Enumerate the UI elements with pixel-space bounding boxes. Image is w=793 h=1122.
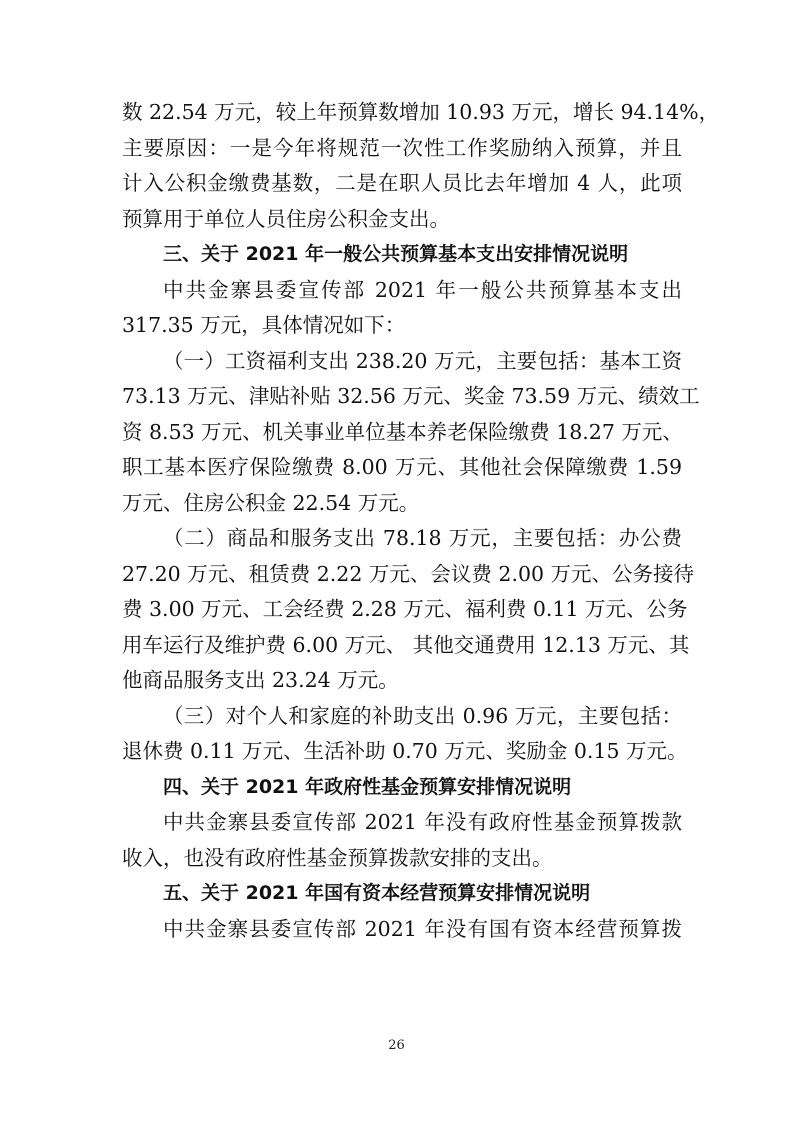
text-line: 万元、住房公积金 22.54 万元。: [122, 490, 420, 515]
text-line: 退休费 0.11 万元、生活补助 0.70 万元、奖励金 0.15 万元。: [122, 739, 688, 763]
text-line: 中共金寨县委宣传部 2021 年没有国有资本经营预算拨: [163, 916, 682, 941]
section-heading-4: 四、关于 2021 年政府性基金预算安排情况说明: [163, 775, 572, 798]
text-line: 317.35 万元，具体情况如下：: [122, 313, 406, 337]
text-line: （二）商品和服务支出 78.18 万元，主要包括：办公费: [163, 526, 682, 550]
text-line: 收入，也没有政府性基金预算拨款安排的支出。: [122, 845, 553, 870]
text-line: 主要原因：一是今年将规范一次性工作奖励纳入预算，并且: [122, 135, 682, 160]
text-line: 他商品服务支出 23.24 万元。: [122, 668, 399, 692]
text-line: 27.20 万元、租赁费 2.22 万元、会议费 2.00 万元、公务接待: [122, 561, 695, 586]
text-line: 职工基本医疗保险缴费 8.00 万元、其他社会保障缴费 1.59: [122, 455, 682, 479]
text-line: 计入公积金缴费基数，二是在职人员比去年增加 4 人，此项: [122, 171, 682, 195]
section-heading-5: 五、关于 2021 年国有资本经营预算安排情况说明: [163, 882, 591, 904]
text-line: 数 22.54 万元，较上年预算数增加 10.93 万元，增长 94.14%，: [122, 100, 720, 124]
text-line: 73.13 万元、津贴补贴 32.56 万元、奖金 73.59 万元、绩效工: [122, 384, 700, 408]
page-number: 26: [388, 1038, 405, 1053]
text-line: 费 3.00 万元、工会经费 2.28 万元、福利费 0.11 万元、公务: [122, 597, 688, 621]
section-heading-3: 三、关于 2021 年一般公共预算基本支出安排情况说明: [163, 243, 629, 265]
text-line: 用车运行及维护费 6.00 万元、 其他交通费用 12.13 万元、其: [122, 632, 690, 657]
document-body: [122, 95, 720, 947]
text-line: （一）工资福利支出 238.20 万元，主要包括：基本工资: [163, 348, 682, 373]
text-line: 预算用于单位人员住房公积金支出。: [122, 206, 450, 231]
text-line: （三）对个人和家庭的补助支出 0.96 万元，主要包括：: [163, 703, 682, 728]
text-line: 中共金寨县委宣传部 2021 年一般公共预算基本支出: [163, 277, 682, 302]
text-line: 中共金寨县委宣传部 2021 年没有政府性基金预算拨款: [163, 810, 682, 834]
text-line: 资 8.53 万元、机关事业单位基本养老保险缴费 18.27 万元、: [122, 419, 683, 444]
